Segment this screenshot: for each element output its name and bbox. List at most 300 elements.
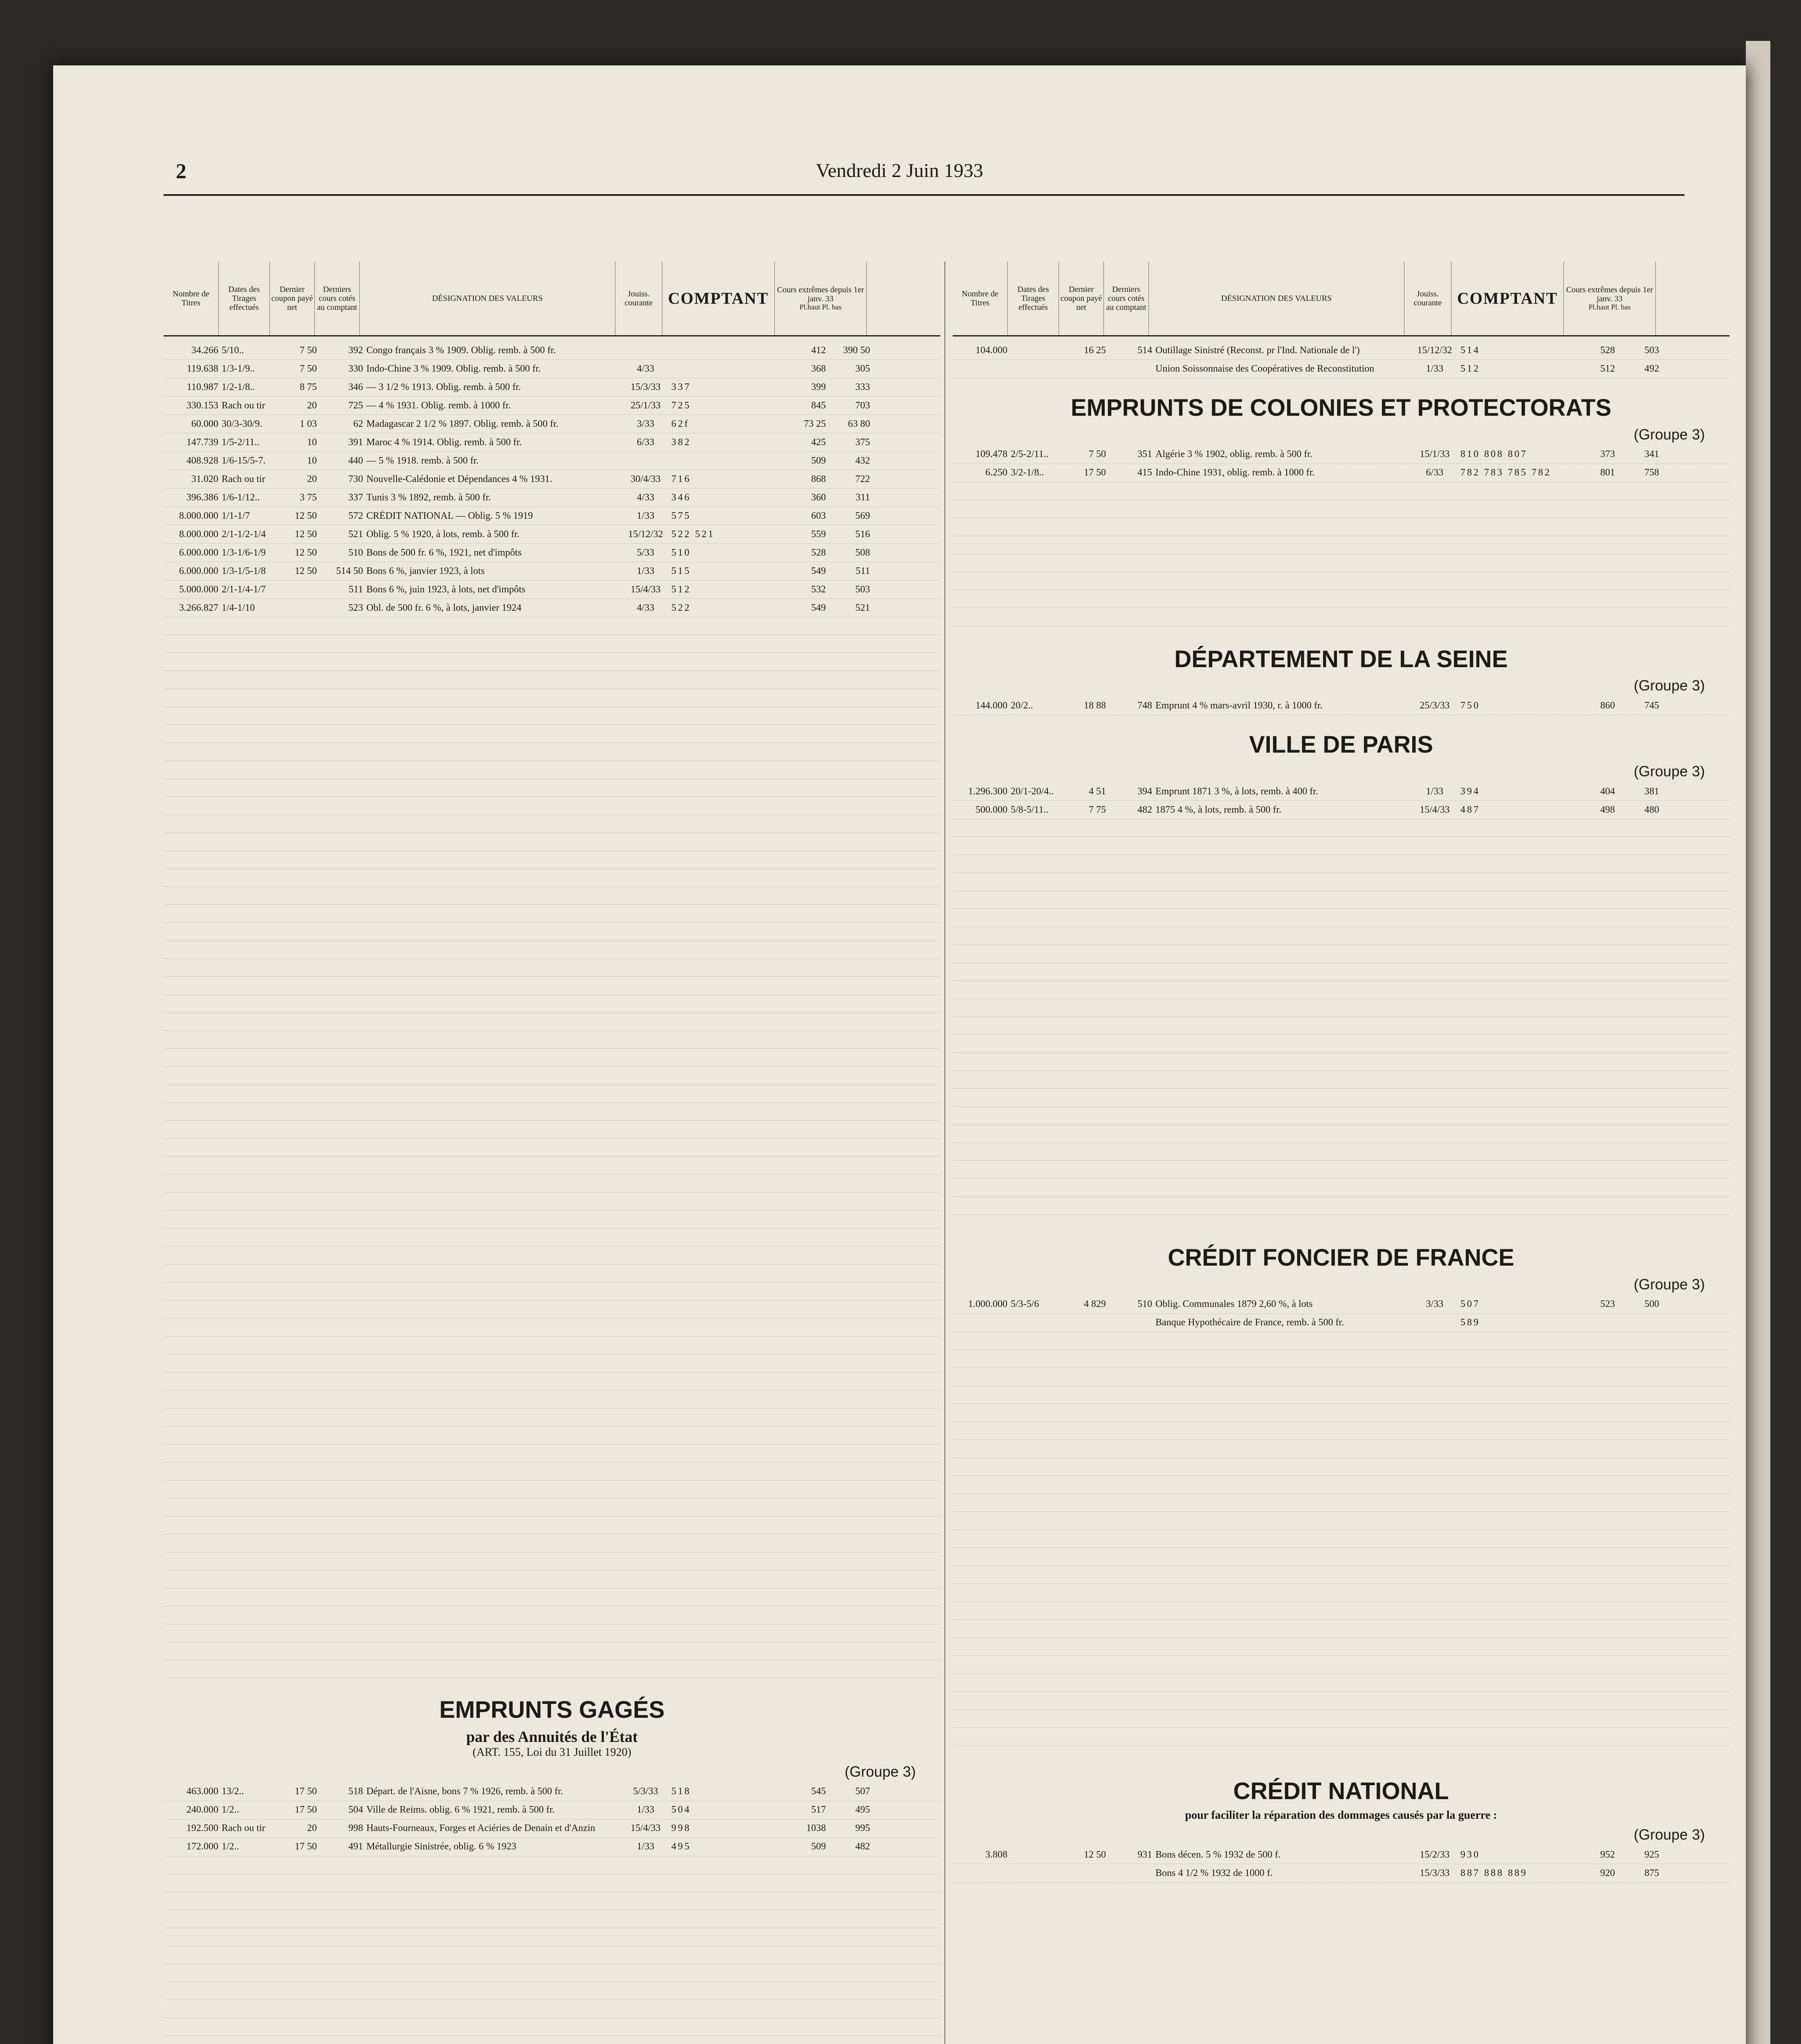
cell-n: 6.000.000 (179, 565, 218, 576)
cell-h: 512 (1600, 363, 1615, 374)
cell-v: Métallurgie Sinistrée, oblig. 6 % 1923 (366, 1841, 516, 1852)
cell-c: 17 50 (295, 1841, 317, 1852)
cell-p: 810 808 807 (1460, 449, 1527, 460)
table-row (953, 341, 1729, 360)
cell-c: 12 50 (295, 547, 317, 558)
cell-p: 725 (671, 400, 691, 411)
cell-j: 1/33 (637, 510, 655, 521)
cell-n: 6.250 (985, 467, 1007, 478)
col-extremes-sub (799, 303, 841, 312)
col-coupon-r: Dernier coupon payé net (1059, 262, 1104, 335)
cell-n: 119.638 (186, 363, 218, 374)
col-comptant-r: COMPTANT (1451, 262, 1564, 335)
table-row (953, 360, 1729, 378)
cell-c: 12 50 (295, 529, 317, 540)
cell-k: 730 (348, 473, 363, 484)
cell-h: 532 (811, 584, 826, 595)
cell-j: 6/33 (637, 437, 655, 448)
cell-b: 480 (1644, 804, 1659, 815)
cell-h: 603 (811, 510, 826, 521)
cell-j: 15/12/32 (628, 529, 663, 540)
col-plbas: Pl. bas (822, 303, 842, 312)
cell-p: 782 783 785 782 (1460, 467, 1551, 478)
cell-h: 73 25 (804, 418, 826, 429)
cell-j: 15/4/33 (630, 1823, 661, 1834)
cell-v: Nouvelle-Calédonie et Dépendances 4 % 1931. (366, 473, 552, 484)
cell-c: 12 50 (295, 510, 317, 521)
cell-n: 6.000.000 (179, 547, 218, 558)
cell-k: 572 (348, 510, 363, 521)
cell-p: 504 (671, 1804, 691, 1815)
colonies-group: (Groupe 3) (1633, 426, 1705, 443)
table-row (164, 1801, 940, 1820)
cell-c: 20 (307, 473, 317, 484)
cell-k: 518 (348, 1786, 363, 1797)
emprunts-gages-law: (ART. 155, Loi du 31 Juillet 1920) (472, 1746, 632, 1759)
cell-j: 15/12/32 (1417, 345, 1452, 356)
cell-p: 495 (671, 1841, 691, 1852)
cell-v: Emprunt 4 % mars-avril 1930, r. à 1000 fr. (1155, 700, 1323, 711)
cell-p: 394 (1460, 786, 1480, 797)
cell-v: Emprunt 1871 3 %, à lots, remb. à 400 fr. (1155, 786, 1318, 797)
cell-n: 147.739 (186, 437, 218, 448)
cell-j: 6/33 (1426, 467, 1444, 478)
left-column-header (164, 262, 940, 336)
cell-p: 507 (1460, 1299, 1480, 1310)
left-rows (164, 341, 940, 2044)
cell-b: 508 (855, 547, 870, 558)
cell-h: 545 (811, 1786, 826, 1797)
cell-j: 1/33 (637, 565, 655, 576)
cell-b: 311 (855, 492, 870, 503)
table-row (164, 433, 940, 452)
cell-p: 515 (671, 565, 691, 576)
cell-v: Oblig. 5 % 1920, à lots, remb. à 500 fr. (366, 529, 520, 540)
table-row (164, 415, 940, 433)
right-column-header (953, 262, 1729, 336)
cell-b: 503 (855, 584, 870, 595)
cell-j: 5/33 (637, 547, 655, 558)
cell-n: 396.386 (186, 492, 218, 503)
credit-group: (Groupe 3) (1633, 1826, 1705, 1843)
left-table-2 (164, 1783, 940, 1856)
cell-c: 20 (307, 400, 317, 411)
cell-v: Union Soissonnaise des Coopératives de Reconstitution (1155, 363, 1375, 374)
cell-c: 17 50 (295, 1804, 317, 1815)
cell-v: Hauts-Fourneaux, Forges et Aciéries de Denain et d'Anzin (366, 1823, 595, 1834)
cell-d: 1/3-1/9.. (222, 363, 255, 374)
cell-v: Oblig. Communales 1879 2,60 %, à lots (1155, 1299, 1313, 1310)
cell-n: 240.000 (186, 1804, 218, 1815)
cell-k: 330 (348, 363, 363, 374)
cell-c: 12 50 (1084, 1849, 1106, 1860)
cell-p: 589 (1460, 1317, 1480, 1328)
cell-p: 887 888 889 (1460, 1867, 1527, 1878)
table-row (953, 464, 1729, 482)
col-dates-r: Dates des Tirages effectués (1008, 262, 1059, 335)
table-row (164, 1820, 940, 1838)
table-row (953, 1864, 1729, 1883)
cell-v: Indo-Chine 3 % 1909. Oblig. remb. à 500 fr. (366, 363, 541, 374)
table-row (953, 1295, 1729, 1314)
cell-j: 30/4/33 (630, 473, 661, 484)
cell-k: 521 (348, 529, 363, 540)
cell-h: 845 (811, 400, 826, 411)
cell-d: Rach ou tir (222, 400, 265, 411)
cell-v: Maroc 4 % 1914. Oblig. remb. à 500 fr. (366, 437, 522, 448)
cell-h: 1038 (806, 1823, 826, 1834)
colonies-fine-print (953, 482, 1729, 630)
left-table (164, 341, 940, 617)
cell-p: 930 (1460, 1849, 1480, 1860)
cell-h: 801 (1600, 467, 1615, 478)
table-row (164, 1783, 940, 1801)
header-rule (164, 194, 1684, 196)
cell-k: 514 50 (336, 565, 363, 576)
cell-h: 412 (811, 345, 826, 356)
col-dates: Dates des Tirages effectués (219, 262, 270, 335)
cell-k: 482 (1137, 804, 1152, 815)
cell-n: 104.000 (976, 345, 1007, 356)
cell-k: 392 (348, 345, 363, 356)
table-row (953, 1846, 1729, 1864)
credit-table (953, 1846, 1729, 1883)
cell-v: Obl. de 500 fr. 6 %, à lots, janvier 1924 (366, 602, 522, 613)
cell-c: 7 75 (1089, 804, 1106, 815)
cell-d: 5/10.. (222, 345, 244, 356)
cell-c: 17 50 (295, 1786, 317, 1797)
cell-k: 748 (1137, 700, 1152, 711)
cell-h: 559 (811, 529, 826, 540)
right-table (953, 341, 1729, 378)
cell-b: 495 (855, 1804, 870, 1815)
cell-b: 995 (855, 1823, 870, 1834)
cell-p: 382 (671, 437, 691, 448)
cell-k: 62 (353, 418, 363, 429)
col-extremes (775, 262, 867, 335)
cell-n: 330.153 (186, 400, 218, 411)
seine-table (953, 697, 1729, 715)
cell-c: 20 (307, 1823, 317, 1834)
col-plhaut: Pl.haut (799, 303, 820, 312)
foncier-group: (Groupe 3) (1633, 1275, 1705, 1293)
cell-n: 172.000 (186, 1841, 218, 1852)
cell-p: 522 521 (671, 529, 715, 540)
cell-v: Algérie 3 % 1902, oblig. remb. à 500 fr. (1155, 449, 1312, 460)
cell-k: 391 (348, 437, 363, 448)
cell-k: 511 (348, 584, 363, 595)
cell-p: 575 (671, 510, 691, 521)
foncier-fine-print (953, 1332, 1729, 1762)
cell-p: 716 (671, 473, 691, 484)
cell-c: 7 50 (300, 363, 317, 374)
cell-k: 394 (1137, 786, 1152, 797)
cell-n: 60.000 (191, 418, 218, 429)
cell-v: — 5 % 1918. remb. à 500 fr. (366, 455, 479, 466)
cell-c: 17 50 (1084, 467, 1106, 478)
cell-n: 109.478 (976, 449, 1007, 460)
table-row (164, 378, 940, 397)
paris-title: VILLE DE PARIS (1249, 731, 1433, 758)
cell-b: 758 (1644, 467, 1659, 478)
col-plhaut-r: Pl.haut (1588, 303, 1609, 312)
cell-c: 18 88 (1084, 700, 1106, 711)
cell-k: 931 (1137, 1849, 1152, 1860)
emprunts-gages-title: EMPRUNTS GAGÉS (439, 1697, 665, 1723)
cell-b: 432 (855, 455, 870, 466)
cell-k: 510 (1137, 1299, 1152, 1310)
left-column (164, 262, 940, 2044)
cell-d: 5/8-5/11.. (1011, 804, 1049, 815)
cell-c: 4 829 (1084, 1299, 1106, 1310)
table-row (164, 580, 940, 599)
cell-v: — 3 1/2 % 1913. Oblig. remb. à 500 fr. (366, 381, 521, 392)
cell-v: Congo français 3 % 1909. Oblig. remb. à 500 fr. (366, 345, 556, 356)
table-row (164, 525, 940, 544)
cell-n: 110.987 (186, 381, 218, 392)
cell-h: 860 (1600, 700, 1615, 711)
cell-v: Départ. de l'Aisne, bons 7 % 1926, remb. à 500 fr. (366, 1786, 563, 1797)
cell-n: 3.266.827 (179, 602, 218, 613)
cell-h: 549 (811, 602, 826, 613)
cell-h: 549 (811, 565, 826, 576)
cell-c: 7 50 (1089, 449, 1106, 460)
cell-d: 1/6-1/12.. (222, 492, 260, 503)
seine-group: (Groupe 3) (1633, 677, 1705, 694)
cell-d: 5/3-5/6 (1011, 1299, 1039, 1310)
cell-j: 25/3/33 (1420, 700, 1450, 711)
cell-b: 390 50 (843, 345, 870, 356)
cell-b: 745 (1644, 700, 1659, 711)
cell-j: 15/3/33 (630, 381, 661, 392)
cell-j: 15/2/33 (1420, 1849, 1450, 1860)
cell-n: 1.000.000 (968, 1299, 1007, 1310)
cell-k: 415 (1137, 467, 1152, 478)
cell-b: 381 (1644, 786, 1659, 797)
cell-b: 875 (1644, 1867, 1659, 1878)
cell-h: 498 (1600, 804, 1615, 815)
page-edge (1746, 41, 1770, 2044)
emprunts-gages-group: (Groupe 3) (844, 1763, 916, 1780)
cell-v: Banque Hypothécaire de France, remb. à 500 fr. (1155, 1317, 1344, 1328)
page-header (53, 159, 1746, 188)
paris-table (953, 782, 1729, 819)
cell-j: 1/33 (1426, 363, 1444, 374)
cell-p: 522 (671, 602, 691, 613)
cell-h: 517 (811, 1804, 826, 1815)
cell-k: 504 (348, 1804, 363, 1815)
col-extremes-label-r: Cours extrêmes depuis 1er janv. 33 (1566, 285, 1653, 304)
cell-p: 346 (671, 492, 691, 503)
cell-n: 3.808 (985, 1849, 1007, 1860)
cell-h: 425 (811, 437, 826, 448)
cell-d: 1/5-2/11.. (222, 437, 260, 448)
cell-h: 920 (1600, 1867, 1615, 1878)
cell-n: 5.000.000 (179, 584, 218, 595)
cell-k: 440 (348, 455, 363, 466)
cell-d: 1/2-1/8.. (222, 381, 255, 392)
cell-c: 10 (307, 455, 317, 466)
col-designation: DÉSIGNATION DES VALEURS (360, 262, 615, 335)
cell-k: 510 (348, 547, 363, 558)
cell-d: Rach ou tir (222, 473, 265, 484)
cell-v: Indo-Chine 1931, oblig. remb. à 1000 fr. (1155, 467, 1315, 478)
paris-group: (Groupe 3) (1633, 763, 1705, 780)
col-cours: Derniers cours cotés au comptant (315, 262, 360, 335)
cell-c: 10 (307, 437, 317, 448)
col-plbas-r: Pl. bas (1611, 303, 1631, 312)
cell-v: Bons décen. 5 % 1932 de 500 f. (1155, 1849, 1281, 1860)
cell-d: 20/1-20/4.. (1011, 786, 1054, 797)
cell-d: 20/2.. (1011, 700, 1033, 711)
cell-v: 1875 4 %, à lots, remb. à 500 fr. (1155, 804, 1281, 815)
cell-h: 868 (811, 473, 826, 484)
cell-d: 1/2.. (222, 1804, 239, 1815)
cell-d: 1/3-1/6-1/9 (222, 547, 266, 558)
cell-v: Outillage Sinistré (Reconst. pr l'Ind. Nationale de l') (1155, 345, 1360, 356)
cell-d: Rach ou tir (222, 1823, 265, 1834)
cell-b: 500 (1644, 1299, 1659, 1310)
cell-k: 337 (348, 492, 363, 503)
col-comptant: COMPTANT (662, 262, 775, 335)
table-row (164, 452, 940, 470)
cell-p: 62f (671, 418, 689, 429)
col-cours-r: Derniers cours cotés au comptant (1104, 262, 1149, 335)
cell-j: 4/33 (637, 363, 655, 374)
cell-d: 1/3-1/5-1/8 (222, 565, 266, 576)
cell-n: 34.266 (191, 345, 218, 356)
col-jouiss-r: Jouiss. courante (1404, 262, 1451, 335)
credit-title: CRÉDIT NATIONAL (1233, 1777, 1449, 1804)
cell-d: 13/2.. (222, 1786, 244, 1797)
cell-j: 1/33 (1426, 786, 1444, 797)
cell-v: Tunis 3 % 1892, remb. à 500 fr. (366, 492, 491, 503)
seine-title: DÉPARTEMENT DE LA SEINE (1174, 645, 1508, 672)
credit-sub: pour faciliter la réparation des dommages causés par la guerre : (1185, 1809, 1497, 1822)
table-row (164, 507, 940, 525)
cell-d: 1/1-1/7 (222, 510, 250, 521)
cell-p: 518 (671, 1786, 691, 1797)
cell-j: 4/33 (637, 492, 655, 503)
cell-b: 925 (1644, 1849, 1659, 1860)
table-row (953, 801, 1729, 819)
cell-n: 144.000 (976, 700, 1007, 711)
col-nombre: Nombre de Titres (164, 262, 219, 335)
cell-k: 514 (1137, 345, 1152, 356)
table-row (164, 562, 940, 580)
cell-j: 4/33 (637, 602, 655, 613)
cell-d: 1/2.. (222, 1841, 239, 1852)
cell-n: 31.020 (191, 473, 218, 484)
cell-b: 507 (855, 1786, 870, 1797)
cell-c: 16 25 (1084, 345, 1106, 356)
cell-v: Bons 6 %, juin 1923, à lots, net d'impôts (366, 584, 525, 595)
cell-b: 333 (855, 381, 870, 392)
table-row (164, 360, 940, 378)
cell-v: CRÉDIT NATIONAL — Oblig. 5 % 1919 (366, 510, 533, 521)
cell-h: 509 (811, 455, 826, 466)
right-column (953, 262, 1729, 2044)
cell-h: 523 (1600, 1299, 1615, 1310)
cell-c: 7 50 (300, 345, 317, 356)
cell-p: 510 (671, 547, 691, 558)
cell-k: 351 (1137, 449, 1152, 460)
table-row (164, 544, 940, 562)
table-row (164, 397, 940, 415)
cell-b: 305 (855, 363, 870, 374)
cell-b: 492 (1644, 363, 1659, 374)
table-row (953, 697, 1729, 715)
cell-d: 2/1-1/4-1/7 (222, 584, 266, 595)
cell-b: 569 (855, 510, 870, 521)
cell-h: 399 (811, 381, 826, 392)
cell-p: 512 (671, 584, 691, 595)
cell-h: 404 (1600, 786, 1615, 797)
cell-n: 408.928 (186, 455, 218, 466)
col-designation-r: DÉSIGNATION DES VALEURS (1149, 262, 1404, 335)
col-extremes-label: Cours extrêmes depuis 1er janv. 33 (777, 285, 864, 304)
cell-n: 8.000.000 (179, 510, 218, 521)
cell-p: 512 (1460, 363, 1480, 374)
table-row (953, 446, 1729, 464)
cell-d: 2/1-1/2-1/4 (222, 529, 266, 540)
cell-v: Madagascar 2 1/2 % 1897. Oblig. remb. à 500 fr. (366, 418, 558, 429)
cell-k: 523 (348, 602, 363, 613)
cell-j: 5/3/33 (633, 1786, 658, 1797)
cell-k: 491 (348, 1841, 363, 1852)
cell-p: 337 (671, 381, 691, 392)
page-date: Vendredi 2 Juin 1933 (816, 160, 983, 182)
table-row (164, 470, 940, 489)
col-nombre-r: Nombre de Titres (953, 262, 1008, 335)
cell-c: 4 51 (1089, 786, 1106, 797)
cell-j: 1/33 (637, 1841, 655, 1852)
newspaper-page (53, 65, 1746, 2044)
table-row (953, 782, 1729, 801)
cell-j: 15/3/33 (1420, 1867, 1450, 1878)
cell-d: 3/2-1/8.. (1011, 467, 1044, 478)
table-row (164, 341, 940, 360)
cell-h: 528 (811, 547, 826, 558)
cell-j: 1/33 (637, 1804, 655, 1815)
table-row (953, 1314, 1729, 1332)
cell-d: 1/6-15/5-7. (222, 455, 266, 466)
cell-v: Bons 4 1/2 % 1932 de 1000 f. (1155, 1867, 1273, 1878)
cell-h: 509 (811, 1841, 826, 1852)
cell-j: 25/1/33 (630, 400, 661, 411)
left-fine-print (164, 617, 940, 1680)
col-coupon: Dernier coupon payé net (270, 262, 315, 335)
emprunts-gages-sub: par des Annuités de l'État (466, 1728, 638, 1746)
cell-d: 2/5-2/11.. (1011, 449, 1049, 460)
cell-c: 1 03 (300, 418, 317, 429)
table-row (164, 599, 940, 617)
cell-n: 8.000.000 (179, 529, 218, 540)
left-fine-print-2 (164, 1856, 940, 2044)
right-rows (953, 341, 1729, 1883)
colonies-title: EMPRUNTS DE COLONIES ET PROTECTORATS (1070, 394, 1612, 421)
cell-n: 500.000 (976, 804, 1007, 815)
col-extremes-r (1564, 262, 1656, 335)
cell-b: 511 (855, 565, 870, 576)
cell-c: 3 75 (300, 492, 317, 503)
cell-p: 998 (671, 1823, 691, 1834)
cell-b: 521 (855, 602, 870, 613)
col-extremes-sub-r (1588, 303, 1631, 312)
page-number: 2 (176, 160, 186, 183)
cell-d: 30/3-30/9. (222, 418, 262, 429)
cell-k: 346 (348, 381, 363, 392)
